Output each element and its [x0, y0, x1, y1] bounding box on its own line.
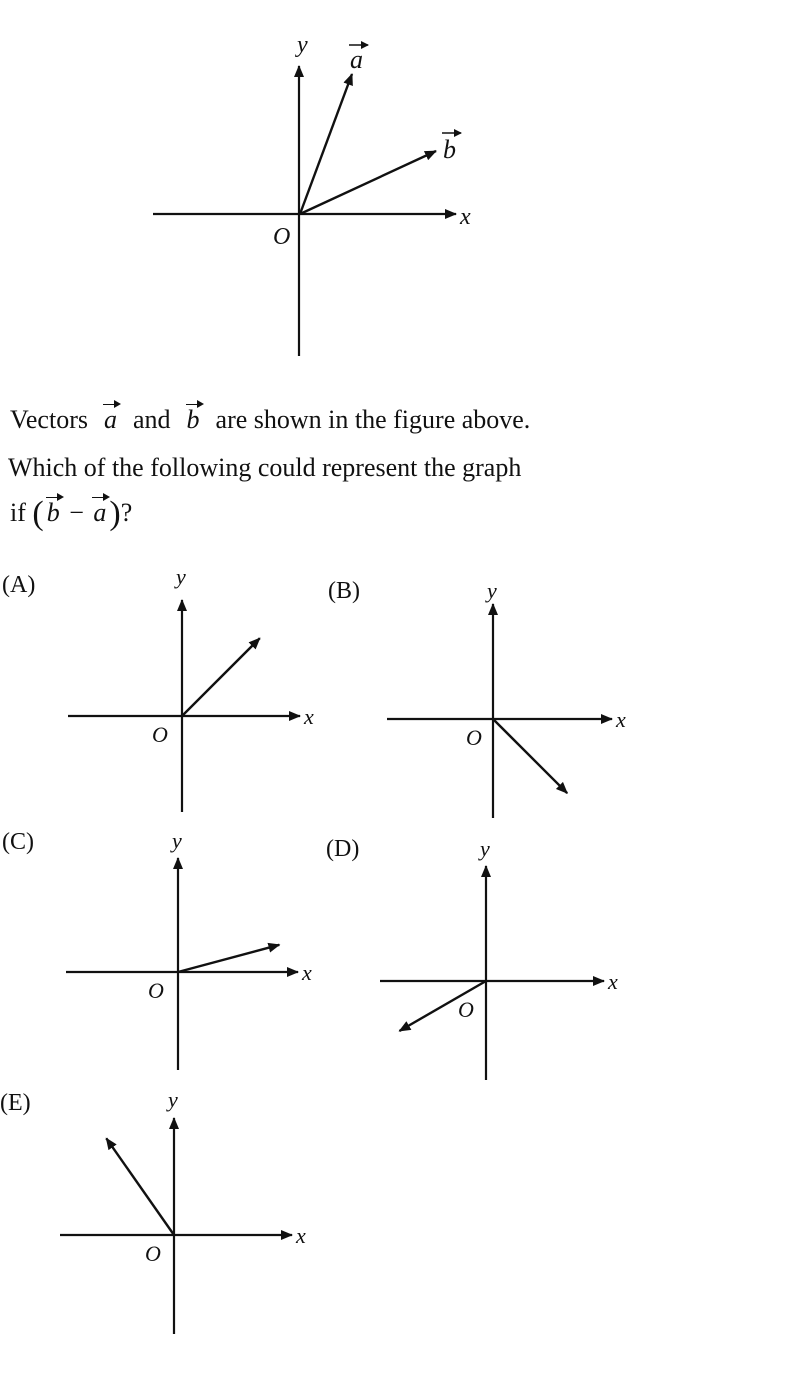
y-axis-label: y: [487, 578, 497, 603]
x-axis-label: x: [460, 204, 471, 230]
option-letter: (A): [2, 572, 36, 598]
option-e[interactable]: [0, 1087, 306, 1334]
svg-text:a: a: [350, 45, 363, 74]
option-letter: (B): [328, 578, 360, 604]
origin-label: O: [152, 722, 168, 747]
option-letter: (C): [2, 829, 34, 855]
vector-b-symbol: b: [184, 407, 203, 433]
origin-label: O: [458, 997, 474, 1022]
option-letter: (D): [326, 836, 360, 862]
option-d[interactable]: [326, 836, 618, 1080]
difference-vector: [106, 1138, 174, 1235]
origin-label: O: [145, 1241, 161, 1266]
origin-label: O: [148, 978, 164, 1003]
question-line-2: Which of the following could represent the graph: [8, 453, 522, 482]
origin-label: O: [273, 224, 291, 250]
y-axis-label: y: [176, 564, 186, 589]
x-axis-label: x: [296, 1223, 306, 1248]
option-letter: (E): [0, 1090, 31, 1116]
y-axis-label: y: [172, 828, 182, 853]
difference-vector: [178, 945, 279, 972]
question-line-3: if ( b − a)?: [10, 495, 133, 532]
y-axis-label: y: [297, 32, 308, 58]
svg-text:b: b: [443, 135, 456, 164]
origin-label: O: [466, 725, 482, 750]
y-axis-label: y: [480, 836, 490, 861]
x-axis-label: x: [616, 707, 626, 732]
difference-vector: [493, 719, 567, 793]
option-b[interactable]: [328, 578, 626, 818]
difference-vector: [182, 638, 260, 716]
x-axis-label: x: [302, 960, 312, 985]
option-c[interactable]: [2, 828, 312, 1070]
vector-a-symbol: a: [101, 407, 120, 433]
option-a[interactable]: [2, 564, 314, 812]
question-line-1: Vectors a and b are shown in the figure above.: [10, 405, 531, 434]
x-axis-label: x: [608, 969, 618, 994]
y-axis-label: y: [168, 1087, 178, 1112]
x-axis-label: x: [304, 704, 314, 729]
